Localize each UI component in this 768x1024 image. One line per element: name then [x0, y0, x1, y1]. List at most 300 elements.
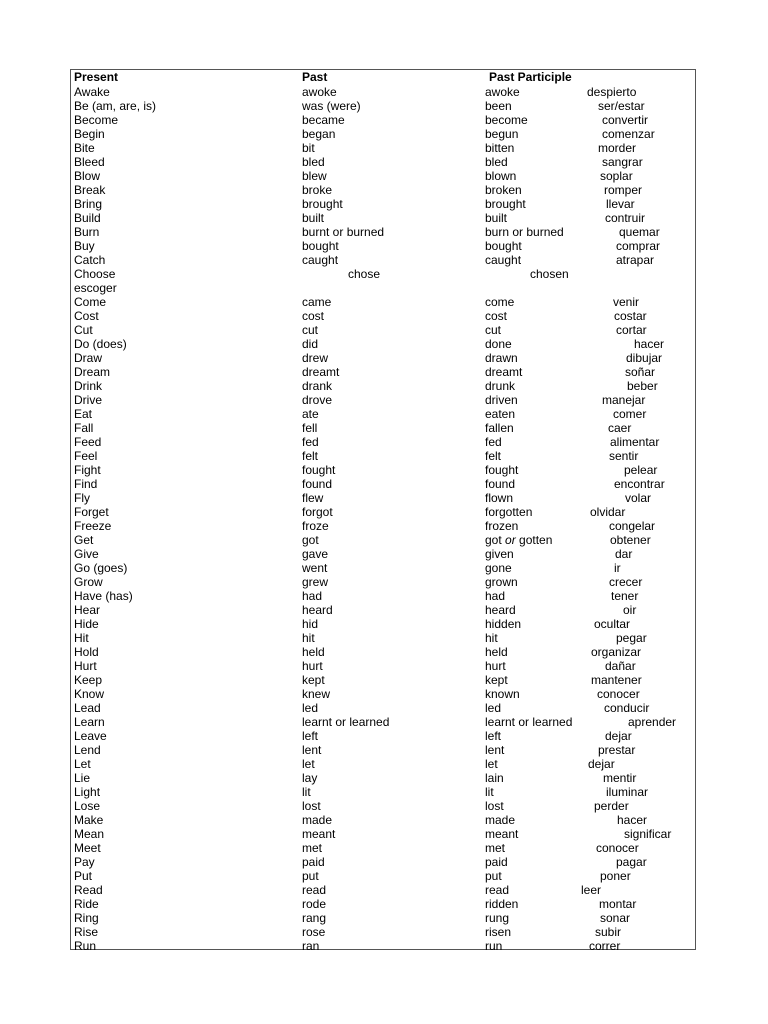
present-cell: Buy: [74, 239, 95, 253]
past-cell: built: [302, 211, 325, 225]
present-cell: Hold: [74, 645, 99, 659]
present-cell: Go (goes): [74, 561, 128, 575]
table-row: [71, 883, 695, 897]
table-row: [71, 183, 695, 197]
past-participle-cell: meant: [485, 827, 519, 841]
present-cell: Bleed: [74, 155, 105, 169]
table-row: [71, 701, 695, 715]
present-cell: Fly: [74, 491, 90, 505]
present-cell: Meet: [74, 841, 101, 855]
spanish-cell: quemar: [619, 225, 660, 239]
past-participle-cell: built: [485, 211, 508, 225]
past-participle-cell: fallen: [485, 421, 514, 435]
present-cell: Forget: [74, 505, 109, 519]
past-participle-cell: put: [485, 869, 502, 883]
past-participle-cell: hurt: [485, 659, 506, 673]
spanish-cell: organizar: [591, 645, 642, 659]
past-cell: chose: [348, 267, 381, 281]
table-row: [71, 505, 695, 519]
spanish-cell: llevar: [606, 197, 635, 211]
spanish-cell: oir: [623, 603, 637, 617]
present-cell: Lie: [74, 771, 91, 785]
past-cell: left: [302, 729, 319, 743]
table-row: [71, 533, 695, 547]
table-row: [71, 337, 695, 351]
past-participle-cell: hidden: [485, 617, 522, 631]
spanish-cell: prestar: [598, 743, 636, 757]
past-participle-cell: known: [485, 687, 520, 701]
past-participle-cell: driven: [485, 393, 518, 407]
past-cell: lay: [302, 771, 318, 785]
past-cell: drove: [302, 393, 333, 407]
past-participle-cell: found: [485, 477, 516, 491]
present-cell: Let: [74, 757, 91, 771]
present-cell: Put: [74, 869, 93, 883]
past-participle-cell: become: [485, 113, 528, 127]
spanish-cell: sentir: [609, 449, 639, 463]
present-cell: Drive: [74, 393, 103, 407]
table-row: [71, 547, 695, 561]
table-row: [71, 211, 695, 225]
table-row: [71, 309, 695, 323]
past-participle-cell: left: [485, 729, 502, 743]
present-cell: Do (does): [74, 337, 127, 351]
past-cell: came: [302, 295, 332, 309]
present-cell: Fall: [74, 421, 94, 435]
present-cell: Catch: [74, 253, 106, 267]
past-participle-cell: bought: [485, 239, 522, 253]
past-participle-cell: led: [485, 701, 502, 715]
past-cell: drank: [302, 379, 333, 393]
past-participle-cell: drawn: [485, 351, 518, 365]
spanish-cell: pelear: [624, 463, 658, 477]
table-row: [71, 253, 695, 267]
past-participle-cell: rung: [485, 911, 510, 925]
spanish-cell: costar: [614, 309, 647, 323]
present-cell: Cost: [74, 309, 99, 323]
past-participle-cell: broken: [485, 183, 522, 197]
table-row: [71, 267, 695, 295]
table-row: [71, 155, 695, 169]
past-cell: let: [302, 757, 315, 771]
table-row: [71, 631, 695, 645]
table-row: [71, 841, 695, 855]
present-cell: Come: [74, 295, 107, 309]
past-participle-cell: brought: [485, 197, 526, 211]
present-cell: Ring: [74, 911, 99, 925]
table-row: [71, 351, 695, 365]
spanish-cell: soplar: [600, 169, 633, 183]
present-cell: Get: [74, 533, 94, 547]
present-cell: Grow: [74, 575, 103, 589]
present-cell: Blow: [74, 169, 101, 183]
table-row: [71, 897, 695, 911]
spanish-cell: dar: [615, 547, 633, 561]
present-cell: Cut: [74, 323, 93, 337]
present-cell: Burn: [74, 225, 100, 239]
present-cell: Pay: [74, 855, 95, 869]
past-participle-cell: bitten: [485, 141, 515, 155]
past-participle-cell: awoke: [485, 85, 520, 99]
past-cell: broke: [302, 183, 333, 197]
present-cell: Learn: [74, 715, 105, 729]
past-cell: meant: [302, 827, 336, 841]
present-cell: Lead: [74, 701, 101, 715]
past-participle-cell: held: [485, 645, 508, 659]
past-participle-cell: cost: [485, 309, 508, 323]
past-participle-cell: fed: [485, 435, 502, 449]
table-row: [71, 295, 695, 309]
present-cell: Ride: [74, 897, 99, 911]
present-cell: Run: [74, 939, 97, 953]
present-cell: Read: [74, 883, 103, 897]
spanish-cell: mantener: [591, 673, 642, 687]
past-cell: lit: [302, 785, 311, 799]
past-cell: drew: [302, 351, 329, 365]
present-cell: Eat: [74, 407, 93, 421]
past-cell: flew: [302, 491, 324, 505]
spanish-cell: dejar: [588, 757, 615, 771]
spanish-cell: manejar: [602, 393, 646, 407]
past-cell: learnt or learned: [302, 715, 390, 729]
table-row: [71, 169, 695, 183]
present-cell: Feed: [74, 435, 102, 449]
table-row: [71, 561, 695, 575]
table-row: [71, 687, 695, 701]
past-cell: dreamt: [302, 365, 340, 379]
past-cell: met: [302, 841, 323, 855]
past-cell: cost: [302, 309, 325, 323]
spanish-cell: subir: [595, 925, 622, 939]
past-participle-cell: got or gotten: [485, 533, 553, 547]
present-cell: Have (has): [74, 589, 133, 603]
past-participle-cell: lain: [485, 771, 504, 785]
spanish-cell: iluminar: [606, 785, 649, 799]
spanish-cell: ir: [614, 561, 621, 575]
present-cell: Know: [74, 687, 105, 701]
past-participle-cell: bled: [485, 155, 508, 169]
past-cell: bled: [302, 155, 325, 169]
spanish-cell: comprar: [616, 239, 661, 253]
spanish-cell: pagar: [616, 855, 647, 869]
present-cell: Begin: [74, 127, 105, 141]
table-row: [71, 729, 695, 743]
present-cell: Become: [74, 113, 119, 127]
verb-table: [70, 69, 696, 953]
table-row: [71, 785, 695, 799]
present-cell: Feel: [74, 449, 98, 463]
table-row: [71, 757, 695, 771]
present-cell: Be (am, are, is): [74, 99, 157, 113]
past-participle-cell: caught: [485, 253, 522, 267]
spanish-cell: romper: [604, 183, 643, 197]
table-row: [71, 113, 695, 127]
table-row: [71, 421, 695, 435]
present-cell: Leave: [74, 729, 107, 743]
table-row: [71, 365, 695, 379]
past-participle-cell: eaten: [485, 407, 516, 421]
header-past: Past: [302, 70, 328, 84]
table-row: [71, 197, 695, 211]
table-row: [71, 715, 695, 729]
spanish-cell: ser/estar: [598, 99, 645, 113]
past-cell: cut: [302, 323, 319, 337]
spanish-cell: atrapar: [616, 253, 655, 267]
table-row: [71, 743, 695, 757]
spanish-cell: olvidar: [590, 505, 626, 519]
table-row: [71, 85, 695, 99]
table-row: [71, 407, 695, 421]
present-cell: Build: [74, 211, 101, 225]
spanish-cell: aprender: [628, 715, 677, 729]
past-participle-cell: gone: [485, 561, 512, 575]
table-row: [71, 141, 695, 155]
table-row: [71, 813, 695, 827]
past-cell: paid: [302, 855, 325, 869]
spanish-cell: soñar: [625, 365, 656, 379]
spanish-cell: ocultar: [594, 617, 631, 631]
spanish-cell: leer: [581, 883, 602, 897]
past-cell: held: [302, 645, 325, 659]
past-participle-cell: grown: [485, 575, 518, 589]
present-cell: Freeze: [74, 519, 112, 533]
past-cell: went: [302, 561, 328, 575]
present-cell: Hide: [74, 617, 99, 631]
present-cell: Make: [74, 813, 104, 827]
past-cell: hid: [302, 617, 319, 631]
spanish-cell: morder: [598, 141, 637, 155]
past-cell: found: [302, 477, 333, 491]
present-cell: Break: [74, 183, 106, 197]
past-participle-cell: cut: [485, 323, 502, 337]
past-participle-cell: learnt or learned: [485, 715, 573, 729]
past-cell: got: [302, 533, 319, 547]
present-cell: Fight: [74, 463, 101, 477]
past-cell: rose: [302, 925, 326, 939]
past-participle-cell: met: [485, 841, 506, 855]
table-row: [71, 659, 695, 673]
present-cell: Lose: [74, 799, 101, 813]
past-cell: heard: [302, 603, 333, 617]
table-row: [71, 99, 695, 113]
spanish-cell: obtener: [610, 533, 651, 547]
table-row: [71, 939, 695, 953]
spanish-cell: hacer: [617, 813, 648, 827]
past-cell: fought: [302, 463, 336, 477]
past-participle-cell: dreamt: [485, 365, 523, 379]
past-cell: gave: [302, 547, 329, 561]
spanish-cell: poner: [600, 869, 631, 883]
table-row: [71, 771, 695, 785]
past-cell: caught: [302, 253, 339, 267]
spanish-cell: encontrar: [614, 477, 665, 491]
table-row: [71, 239, 695, 253]
past-cell: kept: [302, 673, 325, 687]
spanish-cell: dejar: [605, 729, 632, 743]
past-participle-cell: frozen: [485, 519, 519, 533]
past-cell: rang: [302, 911, 327, 925]
past-participle-cell: drunk: [485, 379, 516, 393]
spanish-cell: escoger: [74, 281, 117, 295]
past-participle-cell: blown: [485, 169, 517, 183]
past-participle-cell: had: [485, 589, 506, 603]
spanish-cell: sangrar: [602, 155, 643, 169]
spanish-cell: sonar: [600, 911, 631, 925]
past-cell: led: [302, 701, 319, 715]
past-participle-cell: given: [485, 547, 514, 561]
spanish-cell: conocer: [596, 841, 639, 855]
spanish-cell: perder: [594, 799, 629, 813]
table-row: [71, 673, 695, 687]
past-cell: fed: [302, 435, 319, 449]
past-participle-cell: been: [485, 99, 512, 113]
past-cell: forgot: [302, 505, 333, 519]
present-cell: Hurt: [74, 659, 97, 673]
spanish-cell: pegar: [616, 631, 647, 645]
table-header: [71, 70, 695, 85]
table-row: [71, 323, 695, 337]
table-row: [71, 603, 695, 617]
past-cell: ate: [302, 407, 319, 421]
spanish-cell: hacer: [634, 337, 665, 351]
table-row: [71, 575, 695, 589]
spanish-cell: comer: [613, 407, 647, 421]
present-cell: Lend: [74, 743, 101, 757]
present-cell: Draw: [74, 351, 103, 365]
spanish-cell: crecer: [609, 575, 643, 589]
spanish-cell: conocer: [597, 687, 640, 701]
past-cell: bit: [302, 141, 315, 155]
present-cell: Dream: [74, 365, 111, 379]
spanish-cell: dibujar: [626, 351, 663, 365]
spanish-cell: congelar: [609, 519, 656, 533]
present-cell: Hear: [74, 603, 101, 617]
table-row: [71, 589, 695, 603]
past-participle-cell: chosen: [530, 267, 569, 281]
past-participle-cell: lent: [485, 743, 505, 757]
table-row: [71, 379, 695, 393]
spanish-cell: caer: [608, 421, 632, 435]
table-row: [71, 519, 695, 533]
past-cell: began: [302, 127, 336, 141]
spanish-cell: despierto: [587, 85, 637, 99]
table-row: [71, 911, 695, 925]
spanish-cell: significar: [624, 827, 672, 841]
past-cell: did: [302, 337, 319, 351]
present-cell: Keep: [74, 673, 103, 687]
table-row: [71, 435, 695, 449]
past-cell: felt: [302, 449, 319, 463]
spanish-cell: beber: [627, 379, 658, 393]
past-participle-cell: let: [485, 757, 498, 771]
table-row: [71, 225, 695, 239]
past-participle-cell: lit: [485, 785, 494, 799]
present-cell: Mean: [74, 827, 105, 841]
table-row: [71, 449, 695, 463]
past-participle-cell: come: [485, 295, 515, 309]
present-cell: Bite: [74, 141, 95, 155]
past-participle-cell: felt: [485, 449, 502, 463]
past-participle-cell: read: [485, 883, 510, 897]
table-row: [71, 617, 695, 631]
past-cell: rode: [302, 897, 327, 911]
table-row: [71, 127, 695, 141]
past-cell: brought: [302, 197, 343, 211]
past-participle-cell: burn or burned: [485, 225, 564, 239]
spanish-cell: cortar: [616, 323, 647, 337]
past-cell: made: [302, 813, 333, 827]
past-cell: ran: [302, 939, 320, 953]
spanish-cell: montar: [599, 897, 637, 911]
past-participle-cell: risen: [485, 925, 512, 939]
present-cell: Bring: [74, 197, 103, 211]
past-participle-cell: begun: [485, 127, 519, 141]
spanish-cell: convertir: [602, 113, 649, 127]
header-past-participle: Past Participle: [489, 70, 572, 84]
table-row: [71, 855, 695, 869]
past-cell: grew: [302, 575, 329, 589]
spanish-cell: mentir: [603, 771, 637, 785]
past-cell: knew: [302, 687, 331, 701]
past-cell: was (were): [302, 99, 361, 113]
past-cell: awoke: [302, 85, 337, 99]
spanish-cell: contruir: [605, 211, 646, 225]
table-row: [71, 869, 695, 883]
past-cell: hit: [302, 631, 315, 645]
present-cell: Light: [74, 785, 101, 799]
past-participle-cell: fought: [485, 463, 519, 477]
past-participle-cell: run: [485, 939, 503, 953]
past-cell: lent: [302, 743, 322, 757]
present-cell: Drink: [74, 379, 103, 393]
spanish-cell: venir: [613, 295, 640, 309]
past-cell: read: [302, 883, 327, 897]
table-row: [71, 463, 695, 477]
past-participle-cell: flown: [485, 491, 514, 505]
present-cell: Hit: [74, 631, 89, 645]
past-cell: burnt or burned: [302, 225, 385, 239]
past-participle-cell: hit: [485, 631, 498, 645]
past-cell: became: [302, 113, 345, 127]
present-cell: Give: [74, 547, 99, 561]
spanish-cell: comenzar: [602, 127, 655, 141]
past-participle-cell: forgotten: [485, 505, 533, 519]
past-participle-cell: heard: [485, 603, 516, 617]
spanish-cell: dañar: [605, 659, 636, 673]
past-cell: froze: [302, 519, 329, 533]
spanish-cell: tener: [611, 589, 639, 603]
present-cell: Choose: [74, 267, 116, 281]
present-cell: Rise: [74, 925, 99, 939]
spanish-cell: conducir: [604, 701, 650, 715]
table-row: [71, 393, 695, 407]
past-cell: hurt: [302, 659, 323, 673]
header-present: Present: [74, 70, 119, 84]
table-row: [71, 799, 695, 813]
past-participle-cell: lost: [485, 799, 504, 813]
past-cell: bought: [302, 239, 339, 253]
past-participle-cell: made: [485, 813, 516, 827]
table-row: [71, 477, 695, 491]
past-cell: fell: [302, 421, 318, 435]
past-participle-cell: kept: [485, 673, 508, 687]
spanish-cell: volar: [625, 491, 652, 505]
past-cell: put: [302, 869, 319, 883]
present-cell: Find: [74, 477, 98, 491]
past-cell: lost: [302, 799, 321, 813]
spanish-cell: alimentar: [610, 435, 660, 449]
spanish-cell: correr: [589, 939, 621, 953]
